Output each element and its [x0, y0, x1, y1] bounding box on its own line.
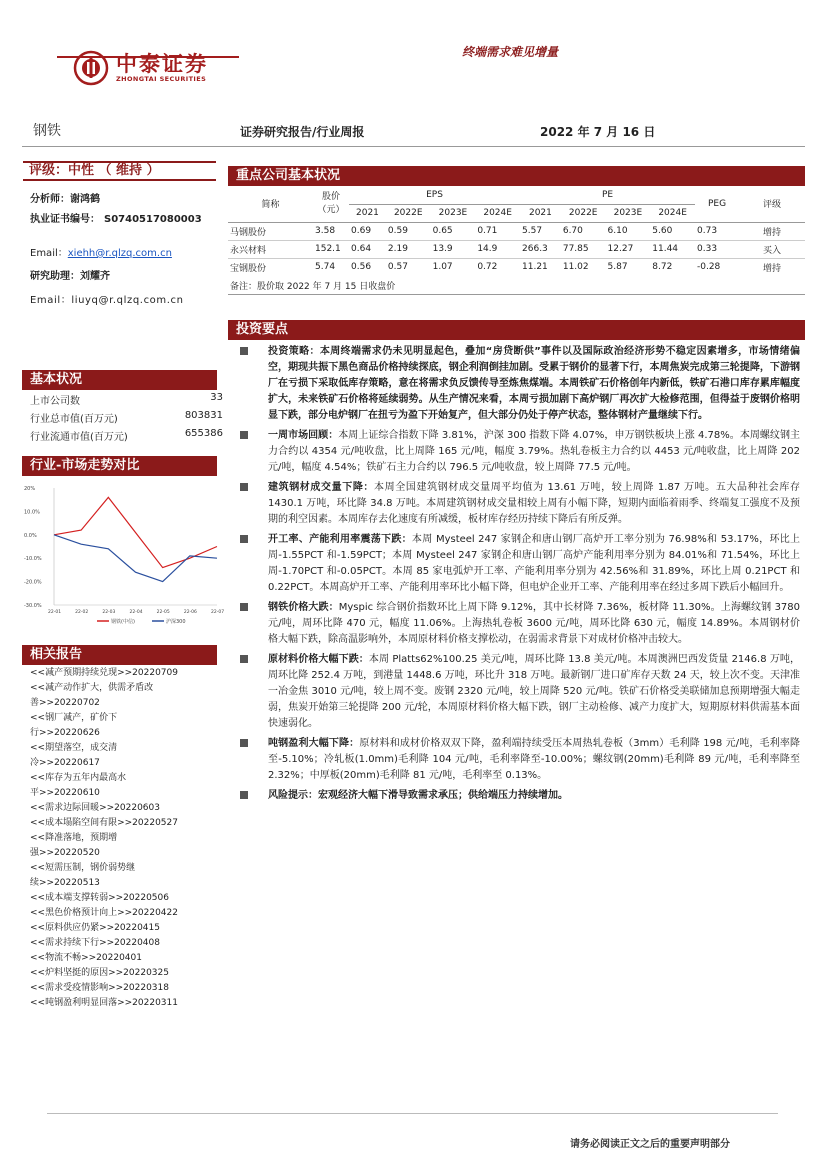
point-item: [240, 532, 800, 596]
cell-peg: -0.28: [697, 262, 721, 273]
basic-row: 上市公司数 33: [30, 392, 223, 407]
cell-rating: 增持: [762, 227, 781, 238]
point-item: [240, 428, 800, 476]
analyst-email-link[interactable]: xiehh@r.qlzq.com.cn: [67, 248, 172, 259]
related-report-item[interactable]: <<需求边际回暖>>20220603: [30, 803, 160, 813]
related-report-item[interactable]: 强>>20220520: [30, 848, 100, 858]
col-eps: EPS: [349, 186, 520, 204]
bullet-icon: [240, 431, 248, 439]
point-body: 本周上证综合指数下降 3.81%，沪深 300 指数下降 4.07%，申万钢铁板块上涨 4.78%。本周螺纹钢主力合约以 4354 元/吨收盘，比上周降 165 元/吨，幅度 3.79%。热轧卷板主力合约以 4453 元/吨收盘，比上周降 202 元/吨，幅度 4.54%；铁矿石主力合约以 796.5 元/吨收盘，较上周降 77.5 元/吨。: [268, 430, 800, 473]
point-item: [240, 736, 800, 784]
point-body: 本周全国建筑钢材成交量周平均值为 13.61 万吨，较上周降 1.87 万吨。五大品种社会库存 1430.1 万吨，环比降 34.8 万吨。本周建筑钢材成交量相较上周有小幅下降，短期内面临着雨季、终端复工强度不及预期的利空因素。本周库存去化速度有所减缓，板材库存经历持续下降后有所反弹。: [268, 482, 801, 525]
cell-eps: 0.59: [387, 226, 408, 236]
point-head: 风险提示：: [268, 790, 318, 801]
related-list: [30, 666, 220, 1011]
company-logo-icon: [73, 50, 113, 90]
related-report-item[interactable]: <<减产预期持续兑现>>20220709: [30, 668, 178, 678]
cell-eps: 0.64: [351, 244, 372, 254]
point-head: 开工率、产能利用率震荡下跌：: [268, 534, 412, 545]
legend-label: 沪深300: [166, 619, 186, 625]
point-head: 投资策略：: [268, 346, 320, 357]
point-item: [240, 344, 800, 424]
cell-eps: 0.56: [351, 262, 372, 273]
cell-pe: 266.3: [522, 244, 548, 254]
related-report-item[interactable]: <<成本塌陷空间有限>>20220527: [30, 818, 178, 828]
table-bottom-rule: [228, 294, 805, 295]
y-tick-label: 10.0%: [24, 509, 40, 516]
cell-price: 5.74: [315, 262, 336, 273]
x-tick-label: 22-05: [156, 610, 170, 615]
cell-pe: 5.60: [652, 226, 673, 236]
x-tick-label: 22-06: [183, 610, 197, 615]
col-pe: PE: [520, 186, 695, 204]
related-report-item[interactable]: <<炉料坚挺的原因>>20220325: [30, 968, 169, 978]
cell-price: 152.1: [315, 244, 341, 254]
related-report-item[interactable]: <<成本端支撑转弱>>20220506: [30, 893, 169, 903]
col-peg: PEG: [695, 186, 739, 222]
trend-chart: [22, 480, 225, 630]
y-tick-label: -10.0%: [24, 556, 42, 563]
footer-rule: [47, 1113, 778, 1114]
cell-rating: 增持: [762, 263, 781, 274]
points-list: [240, 344, 800, 808]
year-header-eps: 2022E: [393, 208, 423, 218]
analyst-email-row: Email：xiehh@r.qlzq.com.cn: [30, 248, 172, 259]
related-report-item[interactable]: <<降准落地，预期增: [30, 833, 118, 843]
analyst-name: 分析师：谢鸿鹤: [30, 194, 100, 205]
bullet-icon: [240, 739, 248, 747]
rating-label: 评级：中性 （ 维持 ）: [23, 161, 216, 181]
point-head: 吨钢盈利大幅下降：: [268, 738, 360, 749]
cell-pe: 6.10: [607, 226, 628, 236]
sector-label: 钢铁: [33, 123, 61, 139]
point-head: 钢铁价格大跌：: [268, 602, 339, 613]
header-divider: [22, 146, 805, 147]
company-row: [228, 258, 805, 276]
basic-row: 行业总市值(百万元) 803831: [30, 410, 223, 425]
related-report-item[interactable]: <<需求持续下行>>20220408: [30, 938, 160, 948]
point-body: 本周 Mysteel 247 家钢企和唐山钢厂高炉开工率分别为 76.98%和 53.17%，环比上周-1.55PCT 和-1.59PCT；本周 Mysteel 247 家钢企和唐山钢厂高炉产能利用率分别为 84.01%和 71.54%，环比上周-1.70PCT 和-0.05PCT。本周 85 家电弧炉开工率、产能利用率分别为 42.56%和 31.89%，环比上周 0.21PCT 和 0.22PCT。本周高炉开工率、产能利用率环比小幅下降，但电炉企业开工率、产能利用率在经过多周下跌后小幅回升。: [268, 534, 801, 593]
y-tick-label: 0.0%: [24, 532, 37, 539]
basic-title: 基本状况: [22, 370, 217, 390]
cell-peg: 0.33: [697, 244, 718, 254]
point-head: 原材料价格大幅下跌：: [268, 654, 369, 665]
companies-title: 重点公司基本状况: [228, 166, 805, 186]
cell-eps: 0.57: [387, 262, 408, 273]
footer-disclaimer: 请务必阅读正文之后的重要声明部分: [570, 1139, 730, 1150]
related-report-item[interactable]: 平>>20220610: [30, 788, 100, 798]
cell-eps: 0.69: [351, 226, 372, 236]
cell-pe: 11.02: [562, 262, 589, 273]
related-report-item[interactable]: <<需求受疫情影响>>20220318: [30, 983, 169, 993]
cell-eps: 1.07: [432, 262, 453, 273]
point-head: 建筑钢材成交量下降：: [268, 482, 375, 493]
cell-name: 宝钢股份: [230, 263, 267, 274]
table-note: 备注：股价取 2022 年 7 月 15 日收盘价: [230, 282, 396, 292]
year-header-eps: 2023E: [438, 208, 468, 218]
y-tick-label: 20%: [24, 486, 36, 492]
cell-pe: 6.70: [562, 226, 583, 236]
related-report-item[interactable]: <<期望落空，成交清: [30, 743, 118, 753]
cell-pe: 5.87: [607, 262, 628, 273]
cell-eps: 0.71: [477, 226, 498, 236]
trend-title: 行业-市场走势对比: [22, 456, 217, 476]
x-tick-label: 22-07: [211, 610, 225, 615]
cell-name: 马钢股份: [230, 227, 267, 238]
brand-name-en: ZHONGTAI SECURITIES: [116, 75, 207, 83]
cell-eps: 13.9: [432, 244, 453, 254]
related-title: 相关报告: [22, 645, 217, 665]
year-header-pe: 2023E: [613, 208, 643, 218]
related-report-item[interactable]: <<原料供应仍紧>>20220415: [30, 923, 160, 933]
related-report-item[interactable]: <<库存为五年内最高水: [30, 773, 127, 783]
year-header-pe: 2021: [528, 208, 552, 218]
cell-name: 永兴材料: [230, 245, 267, 256]
col-name: 简称: [228, 186, 313, 222]
point-body: 本周终端需求仍未见明显起色，叠加“房贷断供”事件以及国际政治经济形势不稳定因素增多，市场情绪偏空，期现共振下黑色商品价格持续探底，钢企利润倒挂加剧。受累于钢价的显著下行，本周焦炭完成第三轮提降，下游钢厂在亏损下采取低库存策略，意在将需求负反馈传导至炼焦煤端。本周铁矿石价格创年内新低，铁矿石港口库存累库幅度扩大，未来铁矿石价格将延续弱势。从生产情况来看，本周亏损加剧下高炉钢厂再次扩大检修范围，但得益于废钢价格明显下跌，部分电炉钢厂在扭亏为盈下开始复产，但大部分仍处于停产状态，整体钢材产量继续下行。: [268, 346, 800, 421]
point-head: 一周市场回顾：: [268, 430, 339, 441]
point-item: [240, 788, 800, 804]
company-row: [228, 222, 805, 240]
related-report-item[interactable]: <<黑色价格预计向上>>20220422: [30, 908, 178, 918]
cell-pe: 12.27: [607, 244, 634, 254]
cell-pe: 8.72: [652, 262, 673, 273]
cell-eps: 0.65: [432, 226, 453, 236]
point-body: 本周 Platts62%100.25 美元/吨，周环比降 13.8 美元/吨。本周澳洲巴西发货量 2146.8 万吨，周环比降 252.4 万吨，到港量 1448.6 万吨，环比升 318 万吨。最新钢厂进口矿库存天数 24 天，较上次不变。天津准一冶金焦 3010 元/吨，较上周不变。废钢 2320 元/吨，较上周降 520 元/吨。铁矿石价格受美联储加息预期增强大幅走弱，焦炭开始第三轮提降 200 元/轮，本周原材料价格大幅下跌，钢厂主动检修、减产力度扩大，短期原材料供需基本面快速弱化。: [268, 654, 801, 729]
bullet-icon: [240, 655, 248, 663]
cell-peg: 0.73: [697, 226, 718, 236]
cell-rating: 买入: [762, 245, 781, 256]
point-item: [240, 652, 800, 732]
related-report-item[interactable]: <<物流不畅>>20220401: [30, 953, 142, 963]
related-report-item[interactable]: <<减产动作扩大，供需矛盾改: [30, 683, 154, 693]
col-price: 股价 （元）: [313, 186, 349, 222]
y-tick-label: -30.0%: [24, 603, 42, 609]
related-report-item[interactable]: 续>>20220513: [30, 878, 100, 888]
cell-pe: 5.57: [522, 226, 543, 236]
bullet-icon: [240, 347, 248, 355]
year-header-eps: 2024E: [483, 208, 512, 218]
assistant-name: 研究助理：刘耀齐: [30, 271, 110, 282]
brand-name: 中泰证券: [116, 51, 208, 76]
point-body: 宏观经济大幅下滑导致需求承压；供给端压力持续增加。: [318, 790, 568, 801]
cell-pe: 77.85: [562, 244, 589, 254]
x-tick-label: 22-04: [129, 610, 143, 615]
bullet-icon: [240, 791, 248, 799]
series-line-0: [54, 497, 217, 567]
bullet-icon: [240, 483, 248, 491]
related-report-item[interactable]: <<短需压制，钢价弱势继: [30, 863, 136, 873]
point-body: 原材料和成材价格双双下降，盈利端持续受压本周热轧卷板（3mm）毛利降 198 元/吨，毛利率降至-5.10%；冷轧板(1.0mm)毛利降 104 元/吨，毛利率降至-10.00%；螺纹钢(20mm)毛利降 89 元/吨，毛利率降至 2.32%；中厚板(20mm)毛利降 81 元/吨，毛利率至 0.13%。: [268, 738, 800, 781]
cell-pe: 11.21: [522, 262, 548, 273]
related-report-item[interactable]: 善>>20220702: [30, 698, 100, 708]
assistant-email: Email：liuyq@r.qlzq.com.cn: [30, 295, 184, 306]
cell-pe: 11.44: [652, 244, 679, 254]
series-line-1: [54, 535, 217, 582]
report-type: 证券研究报告/行业周报: [240, 125, 365, 139]
cell-eps: 14.9: [477, 244, 498, 254]
col-rating: 评级: [739, 186, 805, 222]
basic-row: 行业流通市值(百万元) 655386: [30, 428, 223, 443]
y-tick-label: -20.0%: [24, 579, 42, 586]
year-header-eps: 2021: [356, 208, 379, 218]
point-body: Myspic 综合钢价指数环比上周下降 9.12%，其中长材降 7.36%，板材降 11.30%。上海螺纹钢 3780 元/吨，周环比降 470 元，幅度 11.06%。上海热轧卷板 3600 元/吨，周环比降 630 元，幅度 14.89%。本周钢材价格大幅下跌，除高温影响外，本周原材料价格支撑松动，在弱需求背景下对成材价格冲击较大。: [268, 602, 801, 645]
point-item: [240, 600, 800, 648]
x-tick-label: 22-01: [48, 610, 62, 615]
report-tagline: 终端需求难见增量: [462, 45, 559, 59]
legend-label: 钢铁(中信): [111, 619, 135, 625]
related-report-item[interactable]: 冷>>20220617: [30, 758, 100, 768]
cell-price: 3.58: [315, 226, 336, 236]
bullet-icon: [240, 535, 248, 543]
point-item: [240, 480, 800, 528]
related-report-item[interactable]: 行>>20220626: [30, 728, 100, 738]
x-tick-label: 22-02: [75, 610, 89, 615]
year-header-pe: 2022E: [568, 208, 598, 218]
year-header-pe: 2024E: [658, 208, 687, 218]
points-title: 投资要点: [228, 320, 805, 340]
company-row: [228, 240, 805, 258]
related-report-item[interactable]: <<吨钢盈利明显回落>>20220311: [30, 998, 178, 1008]
cell-eps: 0.72: [477, 262, 498, 273]
bullet-icon: [240, 603, 248, 611]
cell-eps: 2.19: [387, 244, 408, 254]
companies-table: [228, 186, 805, 276]
analyst-cert: 执业证书编号： S0740517080003: [30, 214, 202, 225]
report-date: 2022 年 7 月 16 日: [540, 125, 656, 139]
x-tick-label: 22-03: [102, 610, 116, 615]
related-report-item[interactable]: <<钢厂减产，矿价下: [30, 713, 118, 723]
